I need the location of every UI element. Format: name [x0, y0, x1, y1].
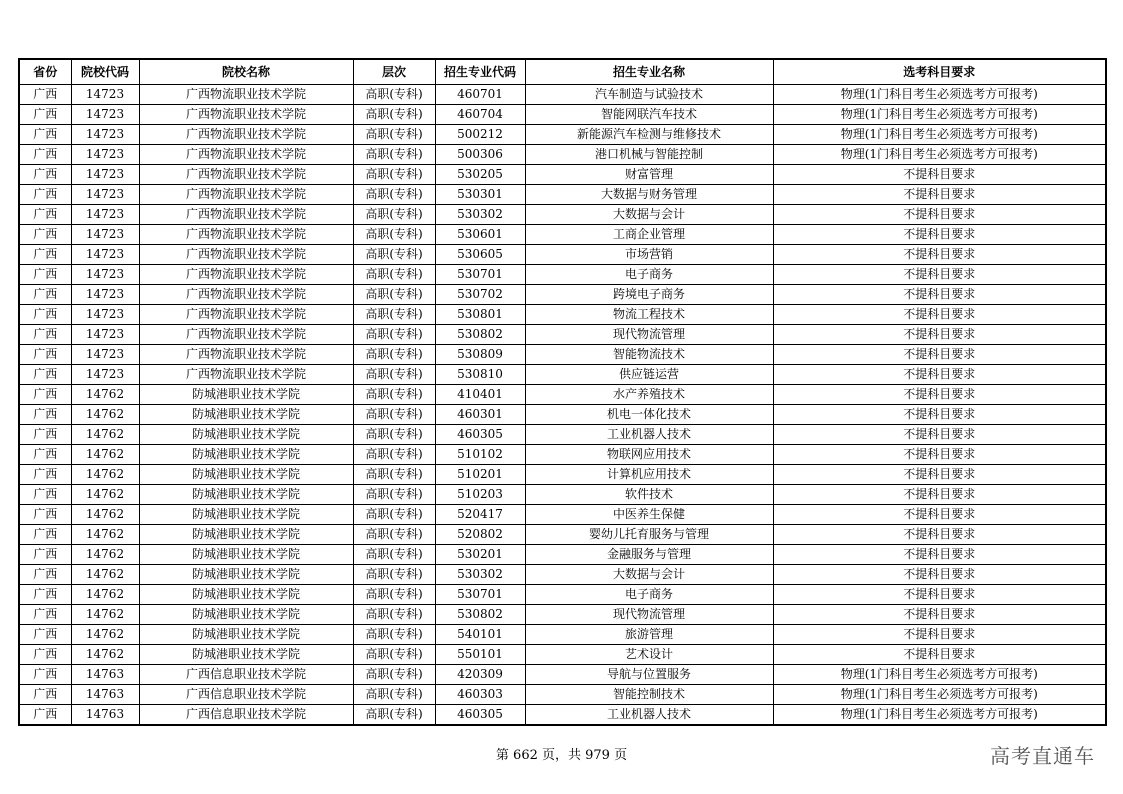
cell-level: 高职(专科)	[353, 405, 435, 425]
cell-major-code: 520802	[435, 525, 525, 545]
cell-subject-requirement: 不提科目要求	[773, 225, 1106, 245]
cell-level: 高职(专科)	[353, 305, 435, 325]
cell-major-code: 460305	[435, 425, 525, 445]
cell-subject-requirement: 物理(1门科目考生必须选考方可报考)	[773, 685, 1106, 705]
cell-school-code: 14723	[71, 365, 139, 385]
cell-major-code: 530302	[435, 565, 525, 585]
cell-subject-requirement: 不提科目要求	[773, 585, 1106, 605]
table-row	[19, 445, 1106, 465]
cell-school-code: 14723	[71, 245, 139, 265]
cell-province: 广西	[19, 605, 71, 625]
cell-level: 高职(专科)	[353, 505, 435, 525]
cell-school-name: 广西物流职业技术学院	[139, 325, 353, 345]
cell-school-code: 14762	[71, 385, 139, 405]
cell-province: 广西	[19, 505, 71, 525]
cell-school-name: 广西物流职业技术学院	[139, 305, 353, 325]
cell-school-name: 广西物流职业技术学院	[139, 265, 353, 285]
cell-school-name: 广西物流职业技术学院	[139, 185, 353, 205]
cell-level: 高职(专科)	[353, 605, 435, 625]
cell-school-name: 防城港职业技术学院	[139, 385, 353, 405]
cell-province: 广西	[19, 265, 71, 285]
cell-major-name: 新能源汽车检测与维修技术	[525, 125, 773, 145]
table-row	[19, 645, 1106, 665]
cell-subject-requirement: 不提科目要求	[773, 445, 1106, 465]
cell-school-code: 14762	[71, 405, 139, 425]
cell-major-code: 460303	[435, 685, 525, 705]
cell-province: 广西	[19, 225, 71, 245]
table-row	[19, 245, 1106, 265]
cell-school-code: 14723	[71, 145, 139, 165]
cell-school-name: 广西信息职业技术学院	[139, 705, 353, 726]
cell-province: 广西	[19, 565, 71, 585]
cell-level: 高职(专科)	[353, 425, 435, 445]
cell-major-code: 460305	[435, 705, 525, 726]
cell-school-name: 防城港职业技术学院	[139, 585, 353, 605]
cell-province: 广西	[19, 305, 71, 325]
cell-major-name: 金融服务与管理	[525, 545, 773, 565]
cell-province: 广西	[19, 205, 71, 225]
cell-major-name: 中医养生保健	[525, 505, 773, 525]
cell-school-code: 14723	[71, 185, 139, 205]
table-row	[19, 565, 1106, 585]
cell-subject-requirement: 不提科目要求	[773, 505, 1106, 525]
cell-school-code: 14762	[71, 485, 139, 505]
cell-subject-requirement: 物理(1门科目考生必须选考方可报考)	[773, 85, 1106, 105]
cell-major-code: 530701	[435, 585, 525, 605]
cell-school-name: 防城港职业技术学院	[139, 445, 353, 465]
page-number: 第 662 页，共 979 页	[495, 748, 628, 763]
cell-school-name: 广西物流职业技术学院	[139, 225, 353, 245]
cell-major-code: 550101	[435, 645, 525, 665]
cell-school-code: 14723	[71, 205, 139, 225]
cell-major-code: 500212	[435, 125, 525, 145]
cell-school-name: 防城港职业技术学院	[139, 525, 353, 545]
cell-subject-requirement: 不提科目要求	[773, 545, 1106, 565]
cell-major-name: 大数据与会计	[525, 565, 773, 585]
cell-province: 广西	[19, 625, 71, 645]
cell-school-code: 14762	[71, 525, 139, 545]
cell-school-name: 防城港职业技术学院	[139, 405, 353, 425]
header-level: 层次	[353, 59, 435, 85]
cell-major-code: 530802	[435, 605, 525, 625]
cell-province: 广西	[19, 525, 71, 545]
table-row	[19, 485, 1106, 505]
cell-major-name: 工业机器人技术	[525, 425, 773, 445]
table-row	[19, 165, 1106, 185]
cell-major-code: 420309	[435, 665, 525, 685]
cell-major-name: 工商企业管理	[525, 225, 773, 245]
header-province: 省份	[19, 59, 71, 85]
cell-subject-requirement: 不提科目要求	[773, 285, 1106, 305]
cell-level: 高职(专科)	[353, 685, 435, 705]
cell-major-name: 大数据与财务管理	[525, 185, 773, 205]
cell-province: 广西	[19, 345, 71, 365]
cell-subject-requirement: 不提科目要求	[773, 365, 1106, 385]
table-row	[19, 105, 1106, 125]
cell-level: 高职(专科)	[353, 325, 435, 345]
header-school-code: 院校代码	[71, 59, 139, 85]
table-row	[19, 145, 1106, 165]
cell-province: 广西	[19, 245, 71, 265]
table-row	[19, 505, 1106, 525]
cell-school-name: 防城港职业技术学院	[139, 425, 353, 445]
cell-school-name: 防城港职业技术学院	[139, 465, 353, 485]
cell-subject-requirement: 不提科目要求	[773, 245, 1106, 265]
cell-level: 高职(专科)	[353, 445, 435, 465]
table-row	[19, 465, 1106, 485]
table-row	[19, 305, 1106, 325]
cell-school-name: 防城港职业技术学院	[139, 645, 353, 665]
cell-major-name: 供应链运营	[525, 365, 773, 385]
cell-major-code: 510102	[435, 445, 525, 465]
cell-province: 广西	[19, 325, 71, 345]
cell-school-name: 防城港职业技术学院	[139, 605, 353, 625]
cell-level: 高职(专科)	[353, 705, 435, 726]
cell-level: 高职(专科)	[353, 185, 435, 205]
cell-level: 高职(专科)	[353, 285, 435, 305]
cell-major-name: 水产养殖技术	[525, 385, 773, 405]
table-row	[19, 425, 1106, 445]
cell-subject-requirement: 不提科目要求	[773, 325, 1106, 345]
cell-level: 高职(专科)	[353, 565, 435, 585]
cell-school-code: 14762	[71, 545, 139, 565]
table-row	[19, 365, 1106, 385]
cell-major-name: 软件技术	[525, 485, 773, 505]
cell-school-code: 14762	[71, 625, 139, 645]
cell-province: 广西	[19, 385, 71, 405]
cell-subject-requirement: 不提科目要求	[773, 185, 1106, 205]
cell-level: 高职(专科)	[353, 465, 435, 485]
cell-major-code: 520417	[435, 505, 525, 525]
table-row	[19, 525, 1106, 545]
cell-major-code: 530201	[435, 545, 525, 565]
table-row	[19, 705, 1106, 726]
cell-major-name: 物流工程技术	[525, 305, 773, 325]
cell-subject-requirement: 不提科目要求	[773, 305, 1106, 325]
cell-school-name: 广西信息职业技术学院	[139, 685, 353, 705]
cell-school-code: 14762	[71, 505, 139, 525]
header-major-code: 招生专业代码	[435, 59, 525, 85]
cell-province: 广西	[19, 465, 71, 485]
cell-major-name: 现代物流管理	[525, 325, 773, 345]
cell-school-name: 广西物流职业技术学院	[139, 205, 353, 225]
cell-major-name: 港口机械与智能控制	[525, 145, 773, 165]
cell-major-name: 电子商务	[525, 585, 773, 605]
cell-subject-requirement: 物理(1门科目考生必须选考方可报考)	[773, 665, 1106, 685]
cell-school-code: 14762	[71, 645, 139, 665]
header-subject-requirement: 选考科目要求	[773, 59, 1106, 85]
cell-school-code: 14723	[71, 125, 139, 145]
cell-province: 广西	[19, 85, 71, 105]
cell-subject-requirement: 不提科目要求	[773, 525, 1106, 545]
cell-province: 广西	[19, 125, 71, 145]
cell-level: 高职(专科)	[353, 365, 435, 385]
cell-province: 广西	[19, 585, 71, 605]
cell-level: 高职(专科)	[353, 545, 435, 565]
cell-major-code: 530702	[435, 285, 525, 305]
cell-major-code: 530605	[435, 245, 525, 265]
cell-major-code: 530809	[435, 345, 525, 365]
cell-province: 广西	[19, 645, 71, 665]
cell-level: 高职(专科)	[353, 265, 435, 285]
cell-province: 广西	[19, 545, 71, 565]
cell-school-name: 广西物流职业技术学院	[139, 245, 353, 265]
table-row	[19, 545, 1106, 565]
cell-school-name: 广西物流职业技术学院	[139, 285, 353, 305]
cell-major-name: 市场营销	[525, 245, 773, 265]
table-row	[19, 125, 1106, 145]
cell-province: 广西	[19, 425, 71, 445]
cell-school-name: 防城港职业技术学院	[139, 565, 353, 585]
cell-level: 高职(专科)	[353, 525, 435, 545]
cell-subject-requirement: 不提科目要求	[773, 565, 1106, 585]
cell-school-code: 14763	[71, 705, 139, 726]
cell-subject-requirement: 不提科目要求	[773, 205, 1106, 225]
cell-province: 广西	[19, 145, 71, 165]
cell-subject-requirement: 物理(1门科目考生必须选考方可报考)	[773, 145, 1106, 165]
cell-major-code: 530205	[435, 165, 525, 185]
cell-school-code: 14723	[71, 165, 139, 185]
admission-table	[18, 58, 1107, 726]
cell-school-name: 广西信息职业技术学院	[139, 665, 353, 685]
table-row	[19, 85, 1106, 105]
table-row	[19, 685, 1106, 705]
cell-province: 广西	[19, 665, 71, 685]
cell-school-code: 14762	[71, 445, 139, 465]
cell-major-name: 财富管理	[525, 165, 773, 185]
cell-school-code: 14723	[71, 305, 139, 325]
cell-major-name: 艺术设计	[525, 645, 773, 665]
cell-school-code: 14763	[71, 685, 139, 705]
cell-subject-requirement: 物理(1门科目考生必须选考方可报考)	[773, 125, 1106, 145]
cell-school-code: 14723	[71, 85, 139, 105]
table-row	[19, 405, 1106, 425]
cell-province: 广西	[19, 165, 71, 185]
cell-subject-requirement: 不提科目要求	[773, 465, 1106, 485]
cell-subject-requirement: 物理(1门科目考生必须选考方可报考)	[773, 105, 1106, 125]
cell-subject-requirement: 不提科目要求	[773, 645, 1106, 665]
cell-major-code: 460704	[435, 105, 525, 125]
cell-major-code: 530802	[435, 325, 525, 345]
cell-subject-requirement: 不提科目要求	[773, 265, 1106, 285]
cell-major-name: 机电一体化技术	[525, 405, 773, 425]
cell-school-name: 广西物流职业技术学院	[139, 165, 353, 185]
cell-major-code: 530301	[435, 185, 525, 205]
table-row	[19, 585, 1106, 605]
cell-major-name: 旅游管理	[525, 625, 773, 645]
cell-province: 广西	[19, 105, 71, 125]
cell-school-name: 防城港职业技术学院	[139, 625, 353, 645]
cell-level: 高职(专科)	[353, 665, 435, 685]
cell-major-code: 460301	[435, 405, 525, 425]
cell-school-code: 14723	[71, 265, 139, 285]
cell-major-name: 物联网应用技术	[525, 445, 773, 465]
cell-school-name: 广西物流职业技术学院	[139, 105, 353, 125]
cell-school-name: 防城港职业技术学院	[139, 545, 353, 565]
cell-level: 高职(专科)	[353, 125, 435, 145]
cell-level: 高职(专科)	[353, 625, 435, 645]
cell-major-name: 导航与位置服务	[525, 665, 773, 685]
cell-subject-requirement: 不提科目要求	[773, 385, 1106, 405]
cell-major-name: 智能控制技术	[525, 685, 773, 705]
cell-school-name: 广西物流职业技术学院	[139, 125, 353, 145]
table-row	[19, 205, 1106, 225]
cell-school-code: 14723	[71, 325, 139, 345]
cell-level: 高职(专科)	[353, 85, 435, 105]
cell-province: 广西	[19, 185, 71, 205]
cell-school-code: 14723	[71, 285, 139, 305]
cell-school-name: 广西物流职业技术学院	[139, 145, 353, 165]
cell-subject-requirement: 不提科目要求	[773, 165, 1106, 185]
cell-school-code: 14723	[71, 225, 139, 245]
cell-school-name: 广西物流职业技术学院	[139, 345, 353, 365]
header-row	[19, 59, 1106, 85]
table-row	[19, 625, 1106, 645]
cell-level: 高职(专科)	[353, 205, 435, 225]
cell-level: 高职(专科)	[353, 645, 435, 665]
table-row	[19, 385, 1106, 405]
cell-subject-requirement: 不提科目要求	[773, 485, 1106, 505]
cell-major-code: 540101	[435, 625, 525, 645]
cell-major-code: 530801	[435, 305, 525, 325]
cell-major-name: 现代物流管理	[525, 605, 773, 625]
cell-subject-requirement: 不提科目要求	[773, 345, 1106, 365]
cell-level: 高职(专科)	[353, 225, 435, 245]
cell-major-code: 530601	[435, 225, 525, 245]
cell-school-code: 14763	[71, 665, 139, 685]
cell-level: 高职(专科)	[353, 105, 435, 125]
cell-major-code: 530302	[435, 205, 525, 225]
cell-major-code: 510203	[435, 485, 525, 505]
cell-subject-requirement: 不提科目要求	[773, 425, 1106, 445]
cell-major-name: 智能网联汽车技术	[525, 105, 773, 125]
cell-major-name: 跨境电子商务	[525, 285, 773, 305]
cell-major-code: 530810	[435, 365, 525, 385]
cell-school-code: 14762	[71, 605, 139, 625]
cell-school-code: 14723	[71, 105, 139, 125]
cell-major-name: 智能物流技术	[525, 345, 773, 365]
cell-subject-requirement: 不提科目要求	[773, 605, 1106, 625]
table-row	[19, 605, 1106, 625]
cell-school-name: 防城港职业技术学院	[139, 485, 353, 505]
cell-subject-requirement: 不提科目要求	[773, 625, 1106, 645]
cell-school-code: 14762	[71, 565, 139, 585]
cell-level: 高职(专科)	[353, 145, 435, 165]
cell-major-name: 大数据与会计	[525, 205, 773, 225]
table-row	[19, 225, 1106, 245]
cell-school-name: 广西物流职业技术学院	[139, 85, 353, 105]
cell-major-code: 510201	[435, 465, 525, 485]
cell-major-name: 计算机应用技术	[525, 465, 773, 485]
watermark-text: 高考直通车	[990, 744, 1095, 768]
cell-province: 广西	[19, 445, 71, 465]
cell-school-name: 广西物流职业技术学院	[139, 365, 353, 385]
cell-school-code: 14762	[71, 585, 139, 605]
cell-school-code: 14762	[71, 465, 139, 485]
cell-subject-requirement: 不提科目要求	[773, 405, 1106, 425]
cell-subject-requirement: 物理(1门科目考生必须选考方可报考)	[773, 705, 1106, 726]
cell-level: 高职(专科)	[353, 165, 435, 185]
table-row	[19, 345, 1106, 365]
table-row	[19, 325, 1106, 345]
cell-major-name: 汽车制造与试验技术	[525, 85, 773, 105]
cell-school-code: 14762	[71, 425, 139, 445]
table-row	[19, 185, 1106, 205]
table-row	[19, 665, 1106, 685]
cell-province: 广西	[19, 685, 71, 705]
table-row	[19, 265, 1106, 285]
cell-school-name: 防城港职业技术学院	[139, 505, 353, 525]
cell-major-name: 电子商务	[525, 265, 773, 285]
cell-major-name: 工业机器人技术	[525, 705, 773, 726]
cell-province: 广西	[19, 485, 71, 505]
cell-level: 高职(专科)	[353, 585, 435, 605]
cell-major-code: 410401	[435, 385, 525, 405]
cell-province: 广西	[19, 285, 71, 305]
cell-level: 高职(专科)	[353, 385, 435, 405]
cell-level: 高职(专科)	[353, 485, 435, 505]
cell-level: 高职(专科)	[353, 245, 435, 265]
cell-province: 广西	[19, 365, 71, 385]
table-row	[19, 285, 1106, 305]
cell-major-code: 530701	[435, 265, 525, 285]
header-school-name: 院校名称	[139, 59, 353, 85]
cell-province: 广西	[19, 405, 71, 425]
cell-province: 广西	[19, 705, 71, 726]
cell-level: 高职(专科)	[353, 345, 435, 365]
cell-major-name: 婴幼儿托育服务与管理	[525, 525, 773, 545]
cell-school-code: 14723	[71, 345, 139, 365]
header-major-name: 招生专业名称	[525, 59, 773, 85]
cell-major-code: 460701	[435, 85, 525, 105]
cell-major-code: 500306	[435, 145, 525, 165]
